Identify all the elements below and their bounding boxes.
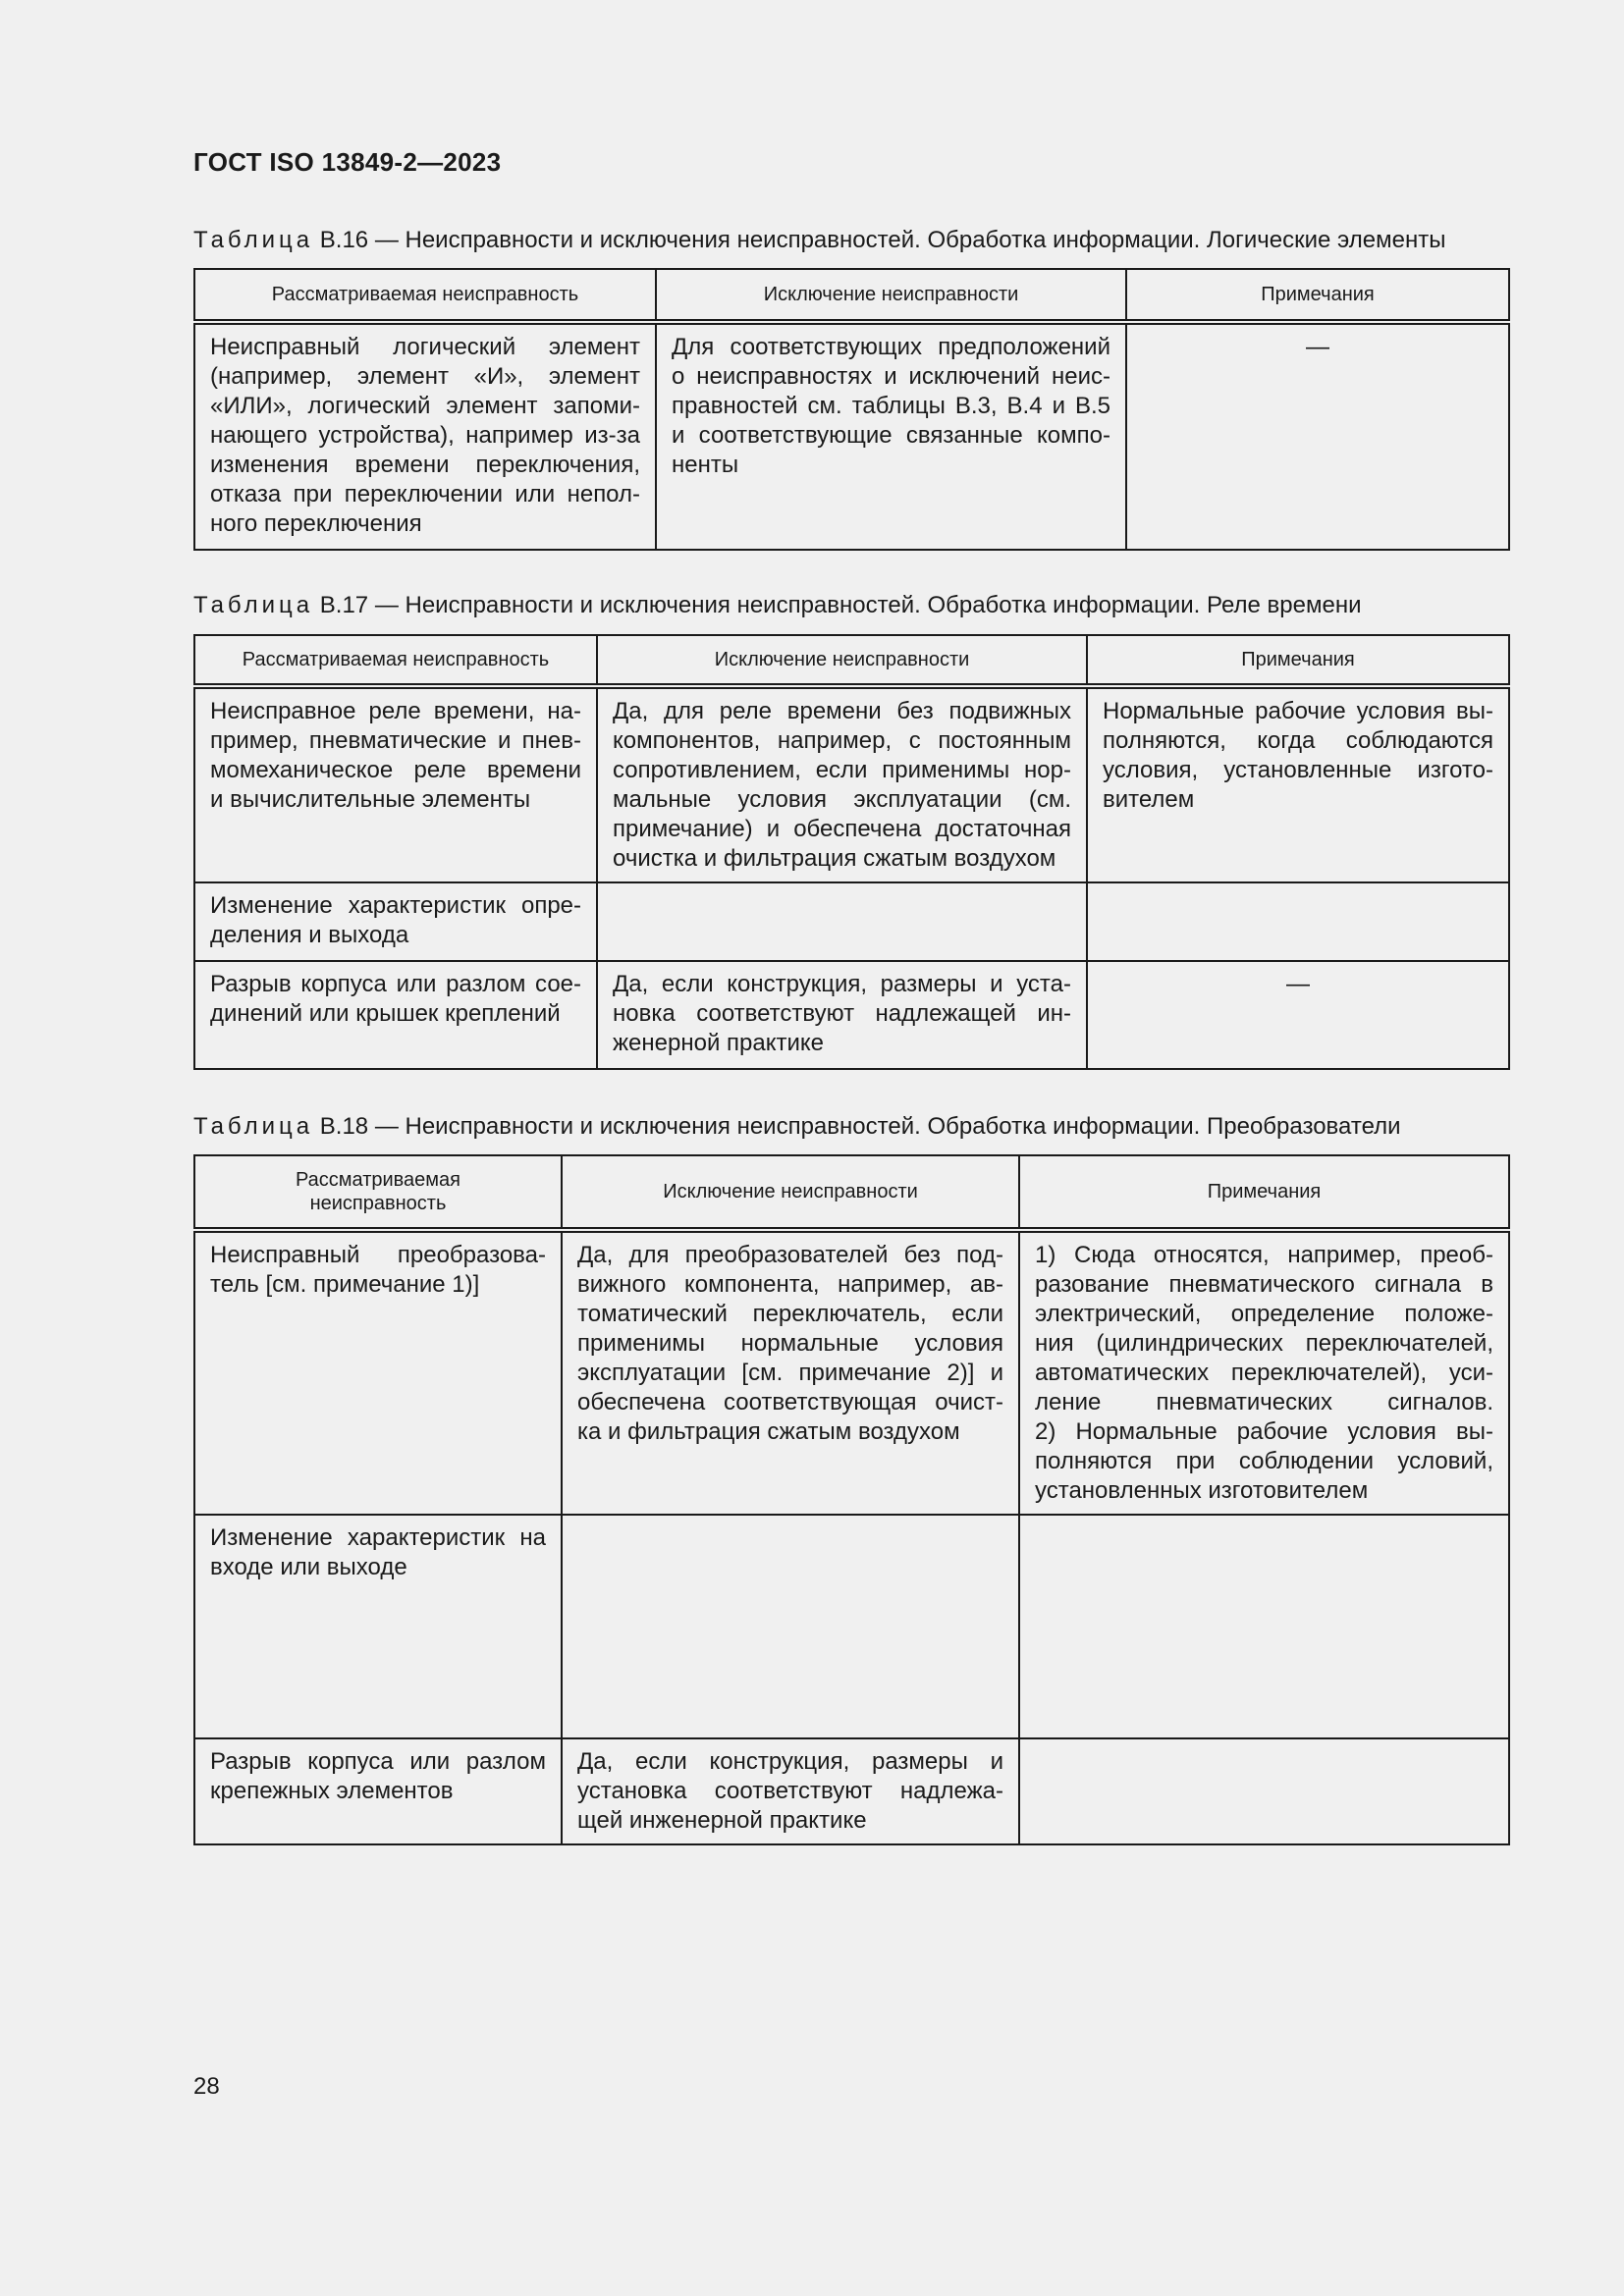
table-word: Таблица	[193, 227, 314, 253]
table-row	[194, 322, 1509, 550]
cell-text-line: 1) Сюда относятся, например, преоб-	[1035, 1242, 1493, 1268]
cell-text-line: Разрыв корпуса или разлом сое-	[210, 971, 581, 997]
cell-text-line: женерной практике	[613, 1030, 825, 1056]
table-row	[194, 1738, 1509, 1844]
column-header-fault: Рассматриваемая неисправность	[194, 269, 656, 322]
table-word: Таблица	[193, 592, 314, 618]
notes-cell: —	[1087, 961, 1509, 1069]
fault-cell	[194, 1230, 562, 1515]
column-header-fault: Рассматриваемая неисправность	[194, 635, 597, 686]
cell-text-line: ление пневматических сигналов.	[1035, 1389, 1493, 1415]
fault-cell	[194, 961, 597, 1069]
cell-text-line: Неисправный преобразова-	[210, 1242, 546, 1268]
table-b18-caption-text: B.18 — Неисправности и исключения неисправностей. Обработка информации. Преобразователи	[313, 1113, 1401, 1140]
cell-text-line: полняются при соблюдении условий,	[1035, 1448, 1493, 1474]
cell-text-line: щей инженерной практике	[577, 1807, 867, 1834]
cell-text-line: томатический переключатель, если	[577, 1301, 1003, 1327]
cell-text-line: Неисправный логический элемент	[210, 334, 640, 360]
table-b16-caption-text: B.16 — Неисправности и исключения неисправностей. Обработка информации. Логические элементы	[313, 227, 1446, 253]
cell-text-line: нающего устройства), например из-за	[210, 422, 640, 449]
notes-cell	[1019, 1230, 1509, 1515]
page-number: 28	[193, 2073, 220, 2100]
cell-text-line: входе или выходе	[210, 1554, 407, 1580]
table-b16	[193, 268, 1510, 551]
table-header-row	[194, 635, 1509, 686]
cell-text-line: полняются, когда соблюдаются	[1103, 727, 1493, 754]
cell-text-line: отказа при переключении или непол-	[210, 481, 640, 507]
cell-text-line: тель [см. примечание 1)]	[210, 1271, 480, 1298]
cell-text-line: примечание) и обеспечена достаточная	[613, 816, 1071, 842]
fault-cell	[194, 882, 597, 961]
cell-text-line: Изменение характеристик на	[210, 1524, 546, 1551]
cell-text-line: деления и выхода	[210, 922, 409, 948]
cell-text-line: Да, если конструкция, размеры и	[577, 1748, 1003, 1775]
table-header-row	[194, 1155, 1509, 1230]
cell-text-line: сопротивлением, если применимы нор-	[613, 757, 1071, 783]
cell-text-line: Да, для реле времени без подвижных	[613, 698, 1071, 724]
table-b16-caption	[193, 227, 1445, 254]
cell-text-line: и соответствующие связанные компо-	[672, 422, 1110, 449]
notes-cell: —	[1126, 322, 1509, 550]
cell-text-line: Нормальные рабочие условия вы-	[1103, 698, 1493, 724]
cell-text-line: изменения времени переключения,	[210, 452, 640, 478]
cell-text-line: применимы нормальные условия	[577, 1330, 1003, 1357]
table-b18	[193, 1154, 1510, 1845]
column-header-fault-label: Рассматриваемая неисправность	[295, 1169, 461, 1214]
cell-text-line: Изменение характеристик опре-	[210, 892, 581, 919]
table-b17-caption	[193, 592, 1361, 619]
notes-cell	[1087, 686, 1509, 882]
table-row	[194, 686, 1509, 882]
notes-cell	[1019, 1515, 1509, 1738]
cell-text-line: мальные условия эксплуатации (см.	[613, 786, 1071, 813]
exclusion-cell	[562, 1738, 1019, 1844]
cell-text-line: ного переключения	[210, 510, 422, 537]
cell-text-line: очистка и фильтрация сжатым воздухом	[613, 845, 1056, 872]
cell-text-line: установка соответствуют надлежа-	[577, 1778, 1003, 1804]
exclusion-cell	[597, 686, 1087, 882]
cell-text-line: ка и фильтрация сжатым воздухом	[577, 1418, 960, 1445]
table-word: Таблица	[193, 1113, 314, 1140]
cell-text-line: Для соответствующих предположений	[672, 334, 1110, 360]
column-header-notes: Примечания	[1087, 635, 1509, 686]
column-header-notes: Примечания	[1126, 269, 1509, 322]
fault-cell	[194, 322, 656, 550]
exclusion-cell	[597, 882, 1087, 961]
cell-text-line: вижного компонента, например, ав-	[577, 1271, 1003, 1298]
notes-cell	[1019, 1738, 1509, 1844]
cell-text-line: вителем	[1103, 786, 1195, 813]
cell-text-line: новка соответствуют надлежащей ин-	[613, 1000, 1071, 1027]
cell-text-line: о неисправностях и исключений неис-	[672, 363, 1110, 390]
fault-cell	[194, 1738, 562, 1844]
fault-cell	[194, 1515, 562, 1738]
cell-text-line: ненты	[672, 452, 739, 478]
table-row	[194, 961, 1509, 1069]
exclusion-cell	[597, 961, 1087, 1069]
fault-cell	[194, 686, 597, 882]
cell-text-line: разование пневматического сигнала в	[1035, 1271, 1493, 1298]
cell-text-line: динений или крышек креплений	[210, 1000, 561, 1027]
cell-text-line: эксплуатации [см. примечание 2)] и	[577, 1360, 1003, 1386]
cell-text-line: условия, установленные изгото-	[1103, 757, 1493, 783]
table-b17	[193, 634, 1510, 1070]
cell-text-line: момеханическое реле времени	[210, 757, 581, 783]
column-header-notes: Примечания	[1019, 1155, 1509, 1230]
cell-text-line: компонентов, например, с постоянным	[613, 727, 1071, 754]
cell-text-line: 2) Нормальные рабочие условия вы-	[1035, 1418, 1493, 1445]
cell-text-line: ния (цилиндрических переключателей,	[1035, 1330, 1493, 1357]
cell-text-line: пример, пневматические и пнев-	[210, 727, 581, 754]
table-row	[194, 1515, 1509, 1738]
cell-text-line: правностей см. таблицы В.3, В.4 и В.5	[672, 393, 1110, 419]
exclusion-cell	[656, 322, 1126, 550]
cell-text-line: крепежных элементов	[210, 1778, 454, 1804]
column-header-exclusion: Исключение неисправности	[656, 269, 1126, 322]
exclusion-cell	[562, 1230, 1019, 1515]
cell-text-line: Да, если конструкция, размеры и уста-	[613, 971, 1071, 997]
table-b18-caption	[193, 1113, 1401, 1141]
table-header-row	[194, 269, 1509, 322]
cell-text-line: автоматических переключателей), уси-	[1035, 1360, 1493, 1386]
exclusion-cell	[562, 1515, 1019, 1738]
cell-text-line: «ИЛИ», логический элемент запоми-	[210, 393, 640, 419]
cell-text-line: Да, для преобразователей без под-	[577, 1242, 1003, 1268]
cell-text-line: Неисправное реле времени, на-	[210, 698, 581, 724]
cell-text-line: Разрыв корпуса или разлом	[210, 1748, 546, 1775]
table-b17-caption-text: B.17 — Неисправности и исключения неисправностей. Обработка информации. Реле времени	[313, 592, 1362, 618]
column-header-exclusion: Исключение неисправности	[562, 1155, 1019, 1230]
cell-text-line: обеспечена соответствующая очист-	[577, 1389, 1003, 1415]
table-row	[194, 1230, 1509, 1515]
cell-text-line: электрический, определение положе-	[1035, 1301, 1493, 1327]
cell-text-line: установленных изготовителем	[1035, 1477, 1369, 1504]
cell-text-line: и вычислительные элементы	[210, 786, 531, 813]
notes-cell	[1087, 882, 1509, 961]
document-header: ГОСТ ISO 13849-2—2023	[193, 147, 502, 177]
column-header-exclusion: Исключение неисправности	[597, 635, 1087, 686]
column-header-fault	[194, 1155, 562, 1230]
cell-text-line: (например, элемент «И», элемент	[210, 363, 640, 390]
table-row	[194, 882, 1509, 961]
